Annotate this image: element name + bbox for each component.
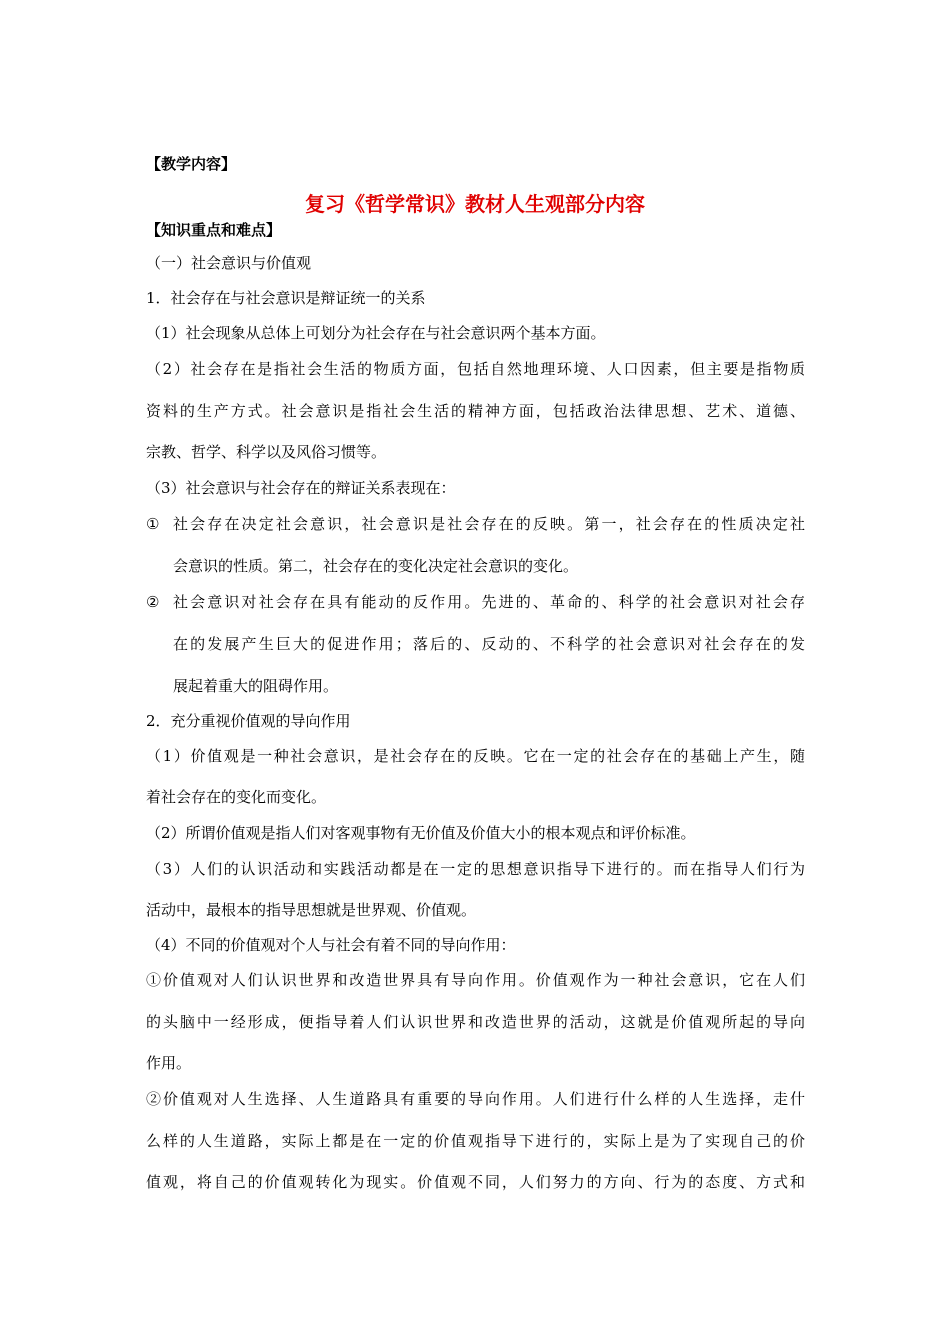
paragraph-line: ①价值观对人们认识世界和改造世界具有导向作用。价值观作为一种社会意识，它在人们 <box>146 971 805 989</box>
list-marker: ① <box>146 515 160 533</box>
page-title: 复习《哲学常识》教材人生观部分内容 <box>305 192 645 216</box>
paragraph-line: 的头脑中一经形成，便指导着人们认识世界和改造世界的活动，这就是价值观所起的导向 <box>146 1013 805 1031</box>
paragraph-line: 着社会存在的变化而变化。 <box>146 788 327 806</box>
paragraph-line: （2）所谓价值观是指人们对客观事物有无价值及价值大小的根本观点和评价标准。 <box>146 824 696 842</box>
paragraph-line: 社会存在决定社会意识，社会意识是社会存在的反映。第一，社会存在的性质决定社 <box>173 515 805 533</box>
list-marker: ② <box>146 593 160 611</box>
paragraph-line: 值观，将自己的价值观转化为现实。价值观不同，人们努力的方向、行为的态度、方式和 <box>146 1173 805 1191</box>
paragraph-line: （4）不同的价值观对个人与社会有着不同的导向作用： <box>146 936 516 954</box>
paragraph-line: （1）价值观是一种社会意识，是社会存在的反映。它在一定的社会存在的基础上产生，随 <box>146 747 805 765</box>
paragraph-line: ②价值观对人生选择、人生道路具有重要的导向作用。人们进行什么样的人生选择，走什 <box>146 1090 805 1108</box>
paragraph-line: 宗教、哲学、科学以及风俗习惯等。 <box>146 443 387 461</box>
paragraph-line: 活动中，最根本的指导思想就是世界观、价值观。 <box>146 901 477 919</box>
paragraph-line: 资料的生产方式。社会意识是指社会生活的精神方面，包括政治法律思想、艺术、道德、 <box>146 402 805 420</box>
paragraph-line: 展起着重大的阻碍作用。 <box>173 677 339 695</box>
paragraph-line: 1．社会存在与社会意识是辩证统一的关系 <box>146 289 426 307</box>
paragraph-line: 2．充分重视价值观的导向作用 <box>146 712 351 730</box>
paragraph-line: 社会意识对社会存在具有能动的反作用。先进的、革命的、科学的社会意识对社会存 <box>173 593 805 611</box>
paragraph-line: 在的发展产生巨大的促进作用；落后的、反动的、不科学的社会意识对社会存在的发 <box>173 635 805 653</box>
paragraph-line: （一）社会意识与价值观 <box>146 254 312 272</box>
paragraph-line: （1）社会现象从总体上可划分为社会存在与社会意识两个基本方面。 <box>146 324 606 342</box>
paragraph-line: （3）人们的认识活动和实践活动都是在一定的思想意识指导下进行的。而在指导人们行为 <box>146 860 805 878</box>
paragraph-line: 么样的人生道路，实际上都是在一定的价值观指导下进行的，实际上是为了实现自己的价 <box>146 1132 805 1150</box>
section-header: 【知识重点和难点】 <box>146 221 282 239</box>
paragraph-line: 作用。 <box>146 1054 192 1072</box>
paragraph-line: （2）社会存在是指社会生活的物质方面，包括自然地理环境、人口因素，但主要是指物质 <box>146 360 805 378</box>
header-label: 【教学内容】 <box>146 155 237 173</box>
paragraph-line: 会意识的性质。第二，社会存在的变化决定社会意识的变化。 <box>173 557 579 575</box>
paragraph-line: （3）社会意识与社会存在的辩证关系表现在： <box>146 479 456 497</box>
